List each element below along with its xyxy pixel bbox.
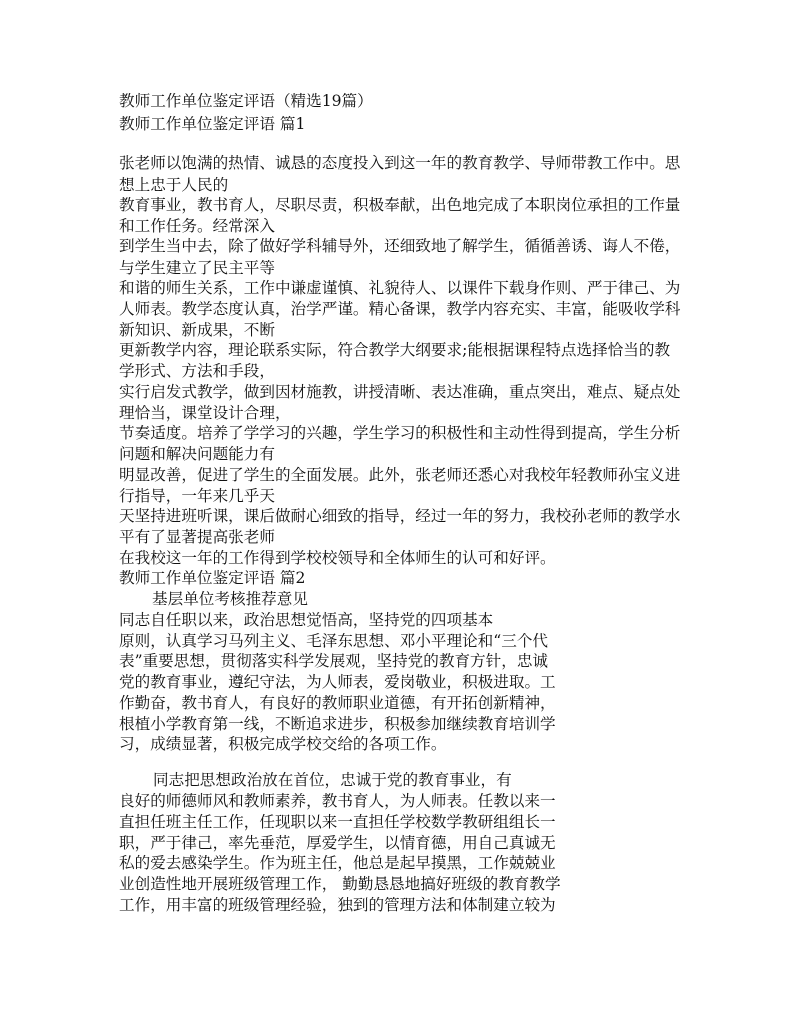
section-subheading: 基层单位考核推荐意见 bbox=[152, 590, 308, 608]
body-line: 学形式、方法和手段， bbox=[119, 362, 275, 380]
body-line: 习，成绩显著，积极完成学校交给的各项工作。 bbox=[119, 735, 447, 753]
body-line: 行指导，一年来几乎天 bbox=[119, 487, 275, 505]
body-line: 作勤奋，教书育人，有良好的教师职业道德，有开拓创新精神， bbox=[119, 694, 556, 712]
body-line: 同志自任职以来，政治思想觉悟高，坚持党的四项基本 bbox=[119, 611, 494, 629]
body-line: 节奏适度。培养了学学习的兴趣，学生学习的积极性和主动性得到提高，学生分析 bbox=[119, 424, 681, 442]
body-line: 新知识、新成果，不断 bbox=[119, 321, 275, 339]
body-line: 与学生建立了民主平等 bbox=[119, 259, 275, 277]
body-line: 实行启发式教学，做到因材施教，讲授清晰、表达准确，重点突出，难点、疑点处 bbox=[119, 383, 681, 401]
body-line: 教育事业，教书育人，尽职尽责，积极奉献，出色地完成了本职岗位承担的工作量 bbox=[119, 196, 681, 214]
body-line: 人师表。教学态度认真，治学严谨。精心备课，教学内容充实、丰富，能吸收学科 bbox=[119, 300, 681, 318]
body-line: 职，严于律己，率先垂范，厚爱学生，以情育德，用自己真诚无 bbox=[119, 834, 556, 852]
body-line: 和谐的师生关系，工作中谦虚谨慎、礼貌待人、以课件下载身作则、严于律己、为 bbox=[119, 279, 681, 297]
body-line: 根植小学教育第一线，不断追求进步，积极参加继续教育培训学 bbox=[119, 715, 556, 733]
body-line: 良好的师德师风和教师素养，教书育人，为人师表。任教以来一 bbox=[119, 792, 556, 810]
body-line: 工作，用丰富的班级管理经验，独到的管理方法和体制建立较为 bbox=[119, 896, 556, 914]
body-line: 原则，认真学习马列主义、毛泽东思想、邓小平理论和“三个代 bbox=[119, 632, 549, 650]
body-line: 同志把思想政治放在首位，忠诚于党的教育事业，有 bbox=[153, 771, 512, 789]
body-line: 私的爱去感染学生。作为班主任，他总是起早摸黑，工作兢兢业 bbox=[119, 854, 556, 872]
body-line: 和工作任务。经常深入 bbox=[119, 217, 275, 235]
body-line: 党的教育事业，遵纪守法，为人师表，爱岗敬业，积极进取。工 bbox=[119, 673, 556, 691]
section-heading-1: 教师工作单位鉴定评语 篇1 bbox=[119, 115, 306, 133]
body-line: 问题和解决问题能力有 bbox=[119, 445, 275, 463]
body-line: 更新教学内容，理论联系实际，符合教学大纲要求;能根据课程特点选择恰当的教 bbox=[119, 341, 671, 359]
document-title: 教师工作单位鉴定评语（精选19篇） bbox=[119, 92, 373, 110]
body-line: 张老师以饱满的热情、诚恳的态度投入到这一年的教育教学、导师带教工作中。思 bbox=[119, 154, 681, 172]
body-line: 平有了显著提高张老师 bbox=[119, 528, 275, 546]
body-line: 想上忠于人民的 bbox=[119, 176, 229, 194]
body-line: 明显改善，促进了学生的全面发展。此外，张老师还悉心对我校年轻教师孙宝义进 bbox=[119, 466, 681, 484]
section-heading-2: 教师工作单位鉴定评语 篇2 bbox=[119, 569, 306, 587]
body-line: 业创造性地开展班级管理工作， 勤勤恳恳地搞好班级的教育教学 bbox=[119, 875, 561, 893]
body-line: 表”重要思想，贯彻落实科学发展观，坚持党的教育方针，忠诚 bbox=[119, 652, 549, 670]
body-line: 理恰当，课堂设计合理， bbox=[119, 404, 291, 422]
body-line: 到学生当中去，除了做好学科辅导外，还细致地了解学生，循循善诱、诲人不倦， bbox=[119, 237, 681, 255]
body-line: 直担任班主任工作，任现职以来一直担任学校数学教研组组长一 bbox=[119, 813, 556, 831]
body-line: 天坚持进班听课，课后做耐心细致的指导，经过一年的努力，我校孙老师的教学水 bbox=[119, 507, 681, 525]
body-line: 在我校这一年的工作得到学校校领导和全体师生的认可和好评。 bbox=[119, 549, 556, 567]
